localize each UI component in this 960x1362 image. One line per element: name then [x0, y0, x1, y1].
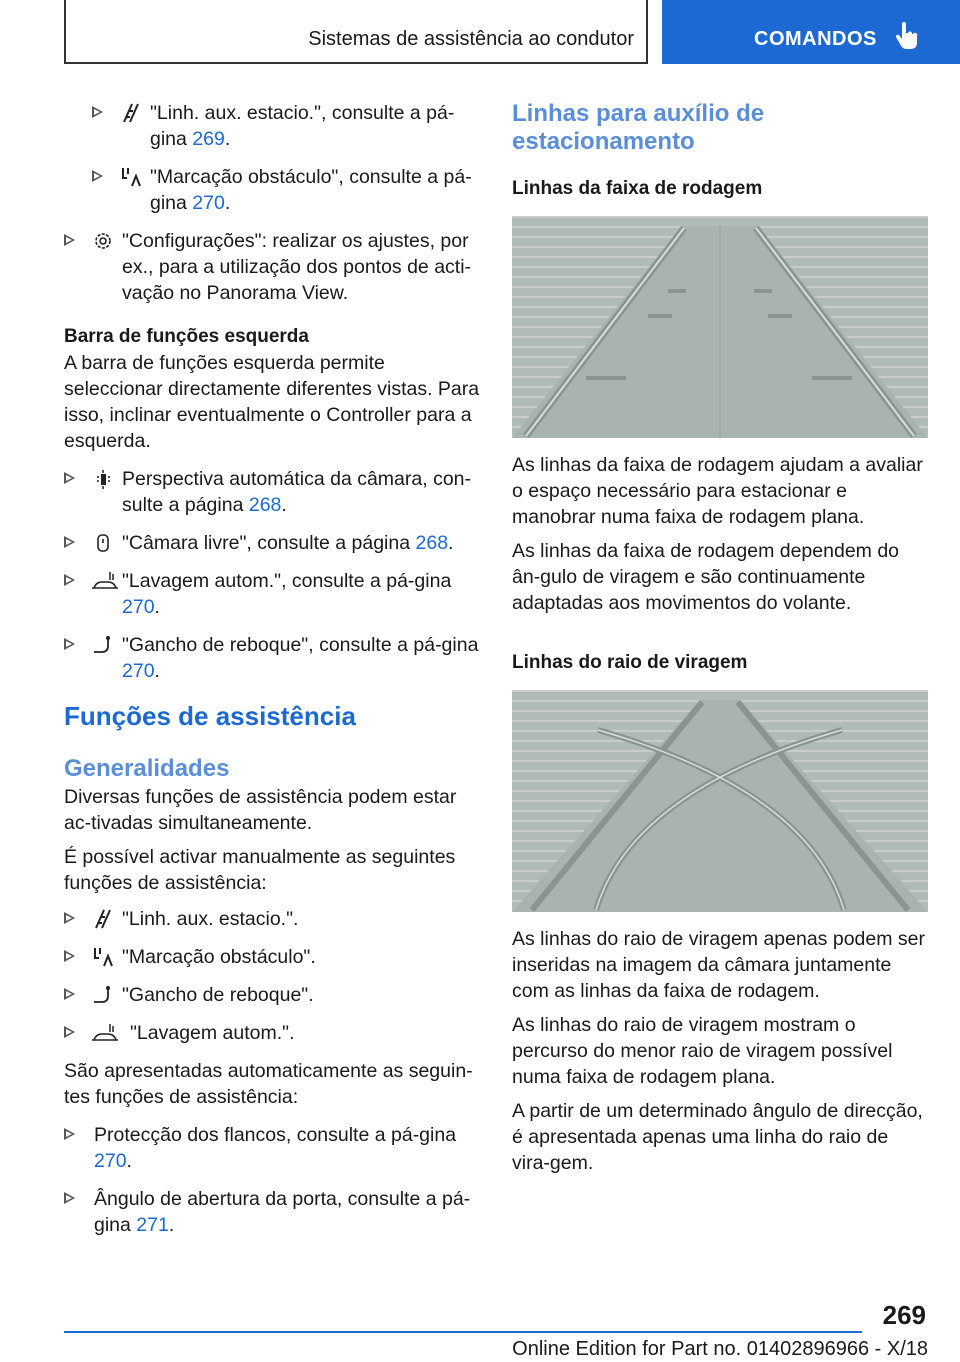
- bullet-triangle-icon: [64, 1026, 75, 1038]
- footer-divider: [64, 1331, 862, 1333]
- turn-radius-illustration: [512, 690, 928, 912]
- page-link[interactable]: 270: [192, 192, 225, 214]
- list-item: "Lavagem autom.", consulte a pá-gina 270.: [64, 568, 480, 620]
- turn-paragraph-1: As linhas do raio de viragem apenas podem ser inseridas na imagem da câmara juntamente com as linhas da faixa de rodagem.: [512, 928, 925, 1002]
- page-link[interactable]: 270: [94, 1150, 127, 1172]
- tow-hook-icon: [92, 984, 114, 1006]
- list-item: "Linh. aux. estacio.", consulte a pá-gina 269.: [92, 100, 480, 152]
- bullet-triangle-icon: [92, 106, 103, 118]
- right-column: [512, 100, 930, 1176]
- parking-lines-heading: Linhas para auxílio de estacionamento: [512, 100, 765, 155]
- bullet-triangle-icon: [64, 234, 75, 246]
- list-item: "Gancho de reboque".: [64, 982, 480, 1008]
- list-item: "Câmara livre", consulte a página 268.: [64, 530, 480, 556]
- list-item: "Lavagem autom.".: [64, 1020, 480, 1046]
- lane-lines-illustration: [512, 216, 928, 438]
- left-bar-paragraph: A barra de funções esquerda permite seleccionar directamente diferentes vistas. Para isso, inclinar eventualmente o Controller para a esquerda.: [64, 352, 480, 452]
- auto-camera-icon: [92, 468, 114, 490]
- chapter-tab[interactable]: [662, 0, 960, 64]
- bullet-triangle-icon: [64, 950, 75, 962]
- page-number: 269: [882, 1300, 926, 1330]
- list-item: "Linh. aux. estacio.".: [64, 906, 480, 932]
- list-item: "Configurações": realizar os ajustes, por ex., para a utilização dos pontos de acti-vação no Panorama View.: [64, 228, 480, 306]
- page-link[interactable]: 270: [122, 596, 155, 618]
- bullet-triangle-icon: [64, 638, 75, 650]
- gear-icon: [92, 230, 114, 252]
- lane-paragraph-1: As linhas da faixa de rodagem ajudam a avaliar o espaço necessário para estacionar e manobrar numa faixa de rodagem plana.: [512, 454, 923, 528]
- bullet-triangle-icon: [92, 170, 103, 182]
- turn-radius-figure: [512, 690, 928, 912]
- lane-lines-figure: [512, 216, 928, 438]
- list-item: Protecção dos flancos, consulte a pá-gina 270.: [64, 1122, 480, 1174]
- functions-heading: Funções de assistência: [64, 701, 356, 731]
- bullet-triangle-icon: [64, 472, 75, 484]
- turn-radius-heading: Linhas do raio de viragem: [512, 652, 748, 673]
- page-link[interactable]: 268: [415, 532, 449, 554]
- bullet-triangle-icon: [64, 988, 75, 1000]
- free-camera-icon: [92, 532, 114, 554]
- list-item: Perspectiva automática da câmara, con-sulte a página 268.: [64, 466, 480, 518]
- lane-lines-heading: Linhas da faixa de rodagem: [512, 178, 763, 199]
- section-title: Sistemas de assistência ao condutor: [308, 28, 634, 50]
- auto-paragraph: São apresentadas automaticamente as seguin-tes funções de assistência:: [64, 1060, 473, 1108]
- left-bar-heading: Barra de funções esquerda: [64, 326, 309, 347]
- general-heading: Generalidades: [64, 755, 230, 782]
- parking-lines-icon: [92, 908, 114, 930]
- pointing-hand-icon: [896, 22, 918, 50]
- page-link[interactable]: 268: [248, 494, 282, 516]
- list-item: "Marcação obstáculo".: [64, 944, 480, 970]
- turn-paragraph-3: A partir de um determinado ângulo de direcção, é apresentada apenas uma linha do raio de vira-gem.: [512, 1100, 923, 1174]
- page-link[interactable]: 269: [192, 128, 225, 150]
- general-paragraph-1: Diversas funções de assistência podem estar ac-tivadas simultaneamente.: [64, 786, 457, 834]
- car-wash-icon: [90, 570, 120, 592]
- car-wash-icon: [90, 1022, 120, 1044]
- edition-text: Online Edition for Part no. 01402896966 - X/18: [512, 1338, 928, 1360]
- parking-lines-icon: [120, 102, 142, 124]
- tow-hook-icon: [92, 634, 114, 656]
- left-column: [64, 100, 480, 1250]
- turn-paragraph-2: As linhas do raio de viragem mostram o percurso do menor raio de viragem possível numa faixa de rodagem plana.: [512, 1014, 893, 1088]
- page-link[interactable]: 271: [136, 1214, 169, 1236]
- obstacle-marking-icon: [120, 166, 142, 188]
- list-item: Ângulo de abertura da porta, consulte a pá-gina 271.: [64, 1186, 480, 1238]
- header-section-box: [64, 0, 648, 64]
- list-item: "Marcação obstáculo", consulte a pá-gina 270.: [92, 164, 480, 216]
- page-link[interactable]: 270: [122, 660, 155, 682]
- chapter-tab-label: COMANDOS: [754, 28, 877, 50]
- obstacle-marking-icon: [92, 946, 114, 968]
- bullet-triangle-icon: [64, 1192, 75, 1204]
- general-paragraph-2: É possível activar manualmente as seguintes funções de assistência:: [64, 846, 456, 894]
- list-item: "Gancho de reboque", consulte a pá-gina 270.: [64, 632, 480, 684]
- lane-paragraph-2: As linhas da faixa de rodagem dependem do ân-gulo de viragem e são continuamente adaptadas aos movimentos do volante.: [512, 540, 900, 614]
- bullet-triangle-icon: [64, 536, 75, 548]
- bullet-triangle-icon: [64, 1128, 75, 1140]
- bullet-triangle-icon: [64, 912, 75, 924]
- bullet-triangle-icon: [64, 574, 75, 586]
